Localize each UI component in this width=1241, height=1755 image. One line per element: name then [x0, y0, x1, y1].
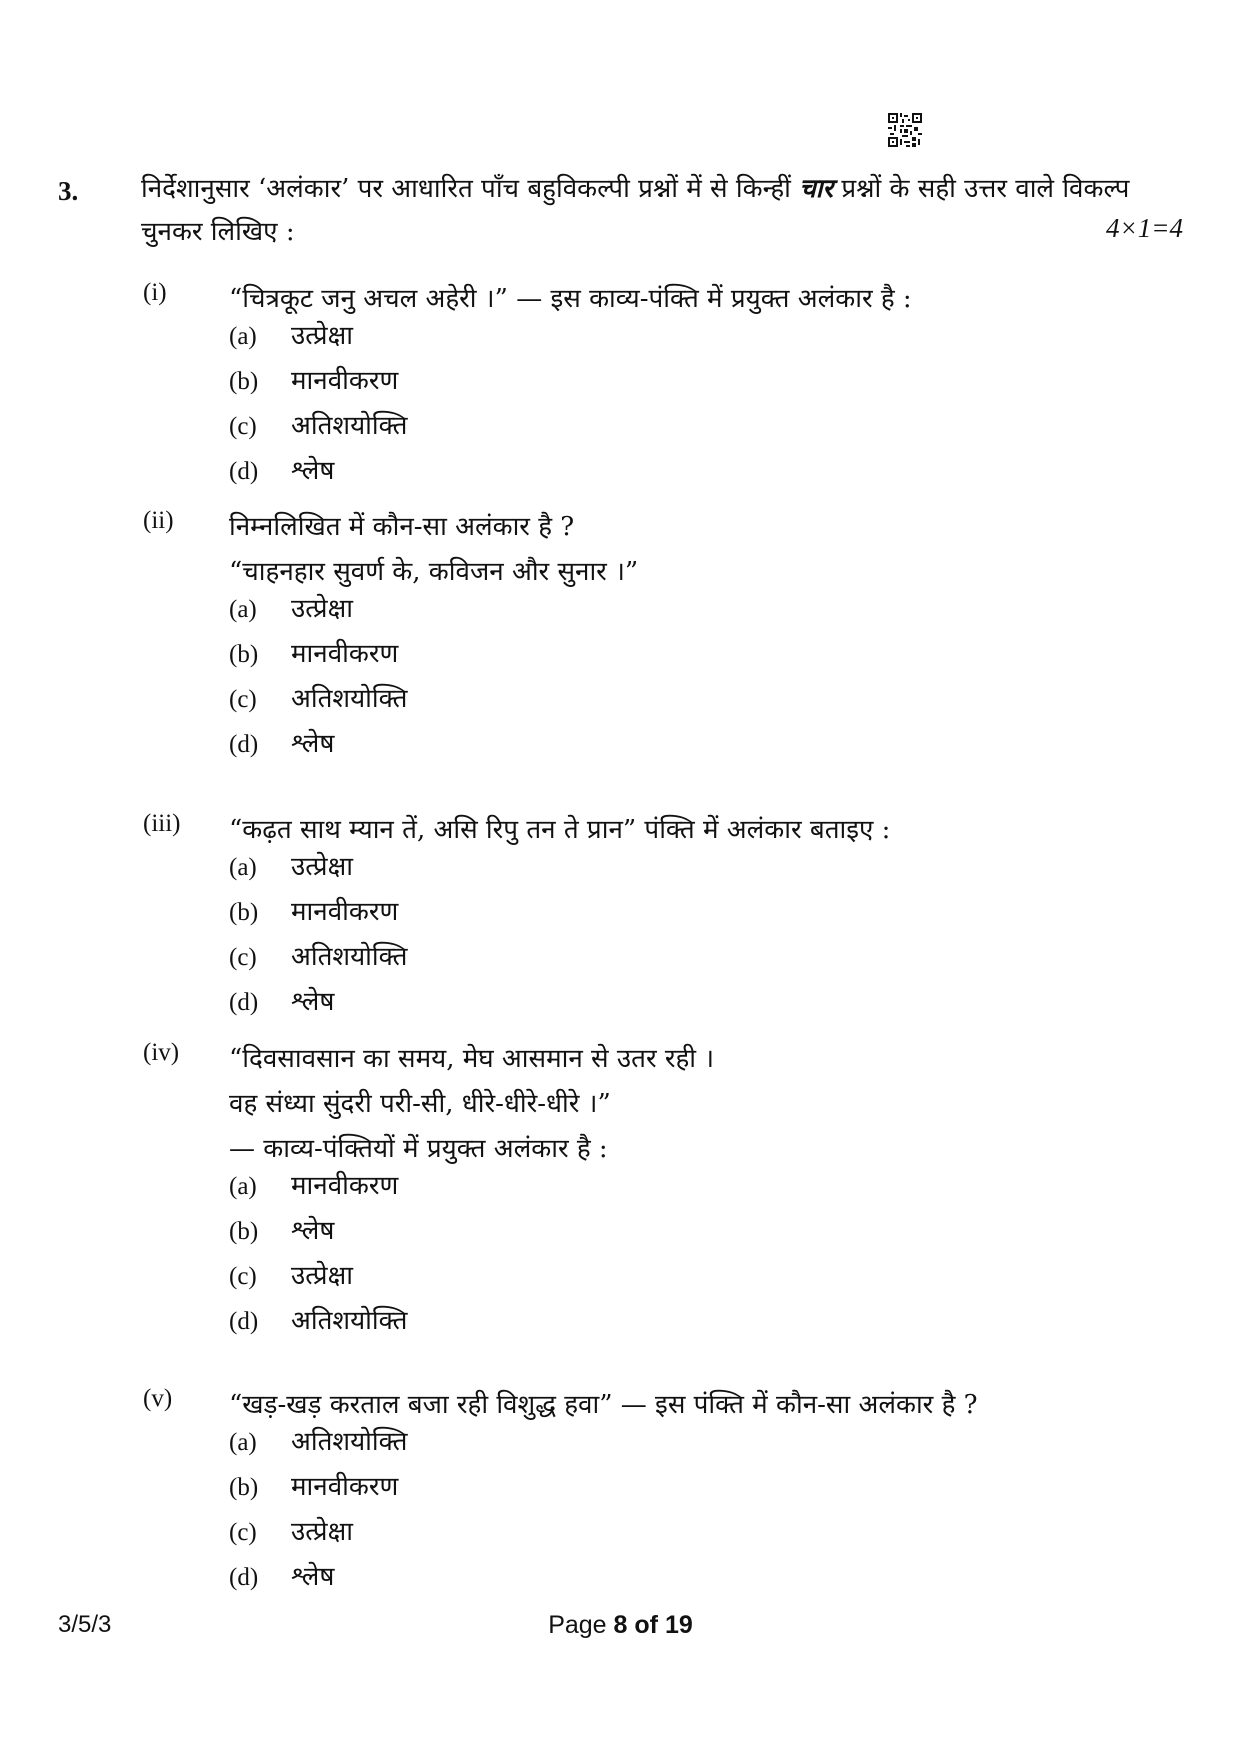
page-number — [0, 1611, 1241, 1640]
option-a — [229, 1164, 407, 1209]
option-a — [229, 1420, 407, 1465]
option-text: श्लेष — [291, 1562, 335, 1592]
option-label: (d) — [229, 731, 259, 758]
option-label: (d) — [229, 458, 259, 485]
subquestion-stem — [229, 1037, 714, 1172]
option-label: (b) — [229, 1474, 259, 1501]
option-c — [229, 1254, 407, 1299]
option-text: उत्प्रेक्षा — [291, 1517, 353, 1547]
stem-line: “कढ़त साथ म्यान तें, असि रिपु तन ते प्रान” पंक्ति में अलंकार बताइए : — [229, 815, 891, 845]
stem-line: वह संध्या सुंदरी परी-सी, धीरे-धीरे-धीरे ।” — [229, 1089, 611, 1119]
stem-line: “खड़-खड़ करताल बजा रही विशुद्ध हवा” — इस पंक्ति में कौन-सा अलंकार है ? — [229, 1390, 978, 1420]
option-text: मानवीकरण — [291, 1472, 399, 1502]
option-text: श्लेष — [291, 456, 335, 486]
option-b — [229, 1465, 407, 1510]
option-label: (b) — [229, 641, 259, 668]
qr-code — [888, 113, 922, 147]
page-total: 19 — [664, 1611, 693, 1639]
subquestion-number: (iv) — [143, 1039, 180, 1066]
option-b — [229, 1209, 407, 1254]
page-current: 8 — [613, 1611, 628, 1639]
option-text: श्लेष — [291, 1216, 335, 1246]
of-word: of — [634, 1611, 659, 1639]
instruction-text-2: प्रश्नों के सही उत्तर वाले विकल्प चुनकर लिखिए : — [141, 174, 1130, 247]
option-label: (d) — [229, 1308, 259, 1335]
paper-code: 3/5/3 — [58, 1611, 112, 1638]
option-text: मानवीकरण — [291, 366, 399, 396]
option-label: (a) — [229, 854, 257, 881]
option-text: श्लेष — [291, 987, 335, 1017]
option-text: अतिशयोक्ति — [291, 1306, 408, 1336]
option-text: अतिशयोक्ति — [291, 411, 408, 441]
option-text: मानवीकरण — [291, 1171, 399, 1201]
option-label: (c) — [229, 413, 257, 440]
option-a — [229, 587, 407, 632]
option-a — [229, 845, 407, 890]
page-word: Page — [548, 1611, 607, 1639]
option-label: (c) — [229, 1519, 257, 1546]
option-list — [229, 587, 407, 767]
option-d — [229, 722, 407, 767]
option-text: अतिशयोक्ति — [291, 1427, 408, 1457]
stem-line: “चित्रकूट जनु अचल अहेरी ।” — इस काव्य-पंक्ति में प्रयुक्त अलंकार है : — [229, 284, 912, 314]
instruction-emphasis: चार — [799, 174, 834, 204]
option-label: (a) — [229, 323, 257, 350]
option-b — [229, 632, 407, 677]
option-label: (c) — [229, 1263, 257, 1290]
option-d — [229, 1299, 407, 1344]
option-label: (b) — [229, 899, 259, 926]
option-b — [229, 890, 407, 935]
option-c — [229, 935, 407, 980]
stem-line: “दिवसावसान का समय, मेघ आसमान से उतर रही । — [229, 1044, 715, 1074]
option-text: उत्प्रेक्षा — [291, 594, 353, 624]
question-instruction — [141, 168, 1181, 254]
option-text: उत्प्रेक्षा — [291, 321, 353, 351]
subquestion-number: (ii) — [143, 507, 174, 534]
option-label: (a) — [229, 1173, 257, 1200]
subquestion-number: (iii) — [143, 810, 181, 837]
stem-line: “चाहनहार सुवर्ण के, कविजन और सुनार ।” — [229, 557, 639, 587]
option-c — [229, 677, 407, 722]
option-list — [229, 1420, 407, 1600]
option-text: मानवीकरण — [291, 639, 399, 669]
option-text: श्लेष — [291, 729, 335, 759]
option-text: अतिशयोक्ति — [291, 684, 408, 714]
option-text: अतिशयोक्ति — [291, 942, 408, 972]
stem-line: निम्नलिखित में कौन-सा अलंकार है ? — [229, 512, 575, 542]
instruction-text-1: निर्देशानुसार ‘अलंकार’ पर आधारित पाँच बहुविकल्पी प्रश्नों में से किन्हीं — [141, 174, 791, 204]
option-c — [229, 404, 407, 449]
option-label: (b) — [229, 368, 259, 395]
question-marks: 4×1=4 — [1106, 213, 1183, 243]
option-label: (a) — [229, 1429, 257, 1456]
option-label: (c) — [229, 686, 257, 713]
option-label: (c) — [229, 944, 257, 971]
option-d — [229, 449, 407, 494]
option-b — [229, 359, 407, 404]
option-text: उत्प्रेक्षा — [291, 1261, 353, 1291]
subquestion-number: (i) — [143, 279, 167, 306]
subquestion-stem — [229, 505, 638, 595]
option-label: (d) — [229, 1564, 259, 1591]
option-text: मानवीकरण — [291, 897, 399, 927]
option-list — [229, 845, 407, 1025]
option-text: उत्प्रेक्षा — [291, 852, 353, 882]
question-number: 3. — [58, 176, 79, 206]
subquestion-number: (v) — [143, 1385, 173, 1412]
option-list — [229, 314, 407, 494]
option-c — [229, 1510, 407, 1555]
option-label: (b) — [229, 1218, 259, 1245]
option-list — [229, 1164, 407, 1344]
stem-line: — काव्य-पंक्तियों में प्रयुक्त अलंकार है : — [229, 1134, 608, 1164]
option-a — [229, 314, 407, 359]
option-label: (a) — [229, 596, 257, 623]
option-d — [229, 980, 407, 1025]
option-label: (d) — [229, 989, 259, 1016]
option-d — [229, 1555, 407, 1600]
